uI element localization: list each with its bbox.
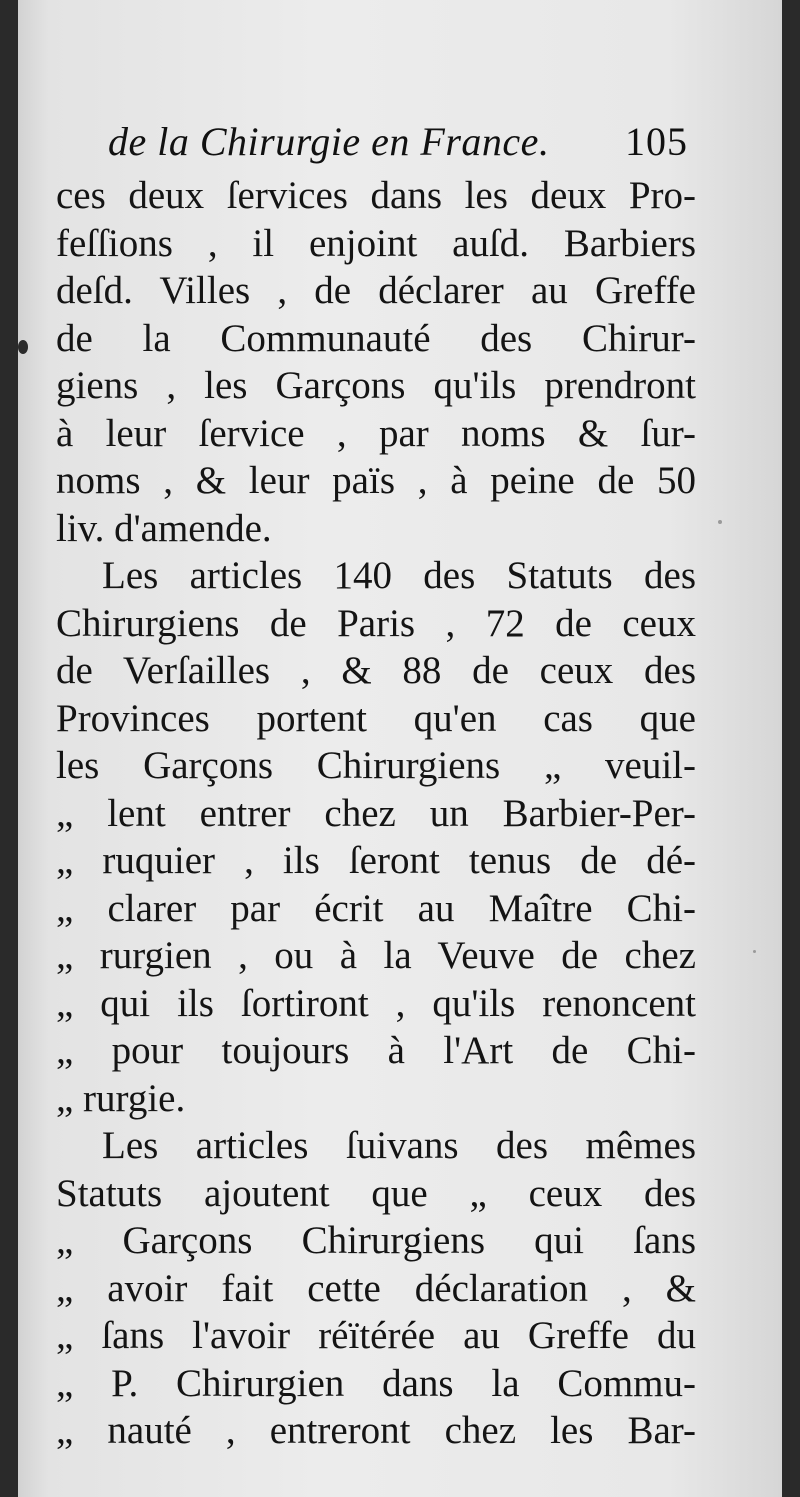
paper-speck xyxy=(753,950,756,953)
text-line: „ nauté , entreront chez les Bar- xyxy=(56,1409,696,1452)
text-line: „ pour toujours à l'Art de Chi- xyxy=(56,1029,696,1072)
text-line: noms , & leur païs , à peine de 50 xyxy=(56,459,696,502)
text-line: „ rurgie. xyxy=(56,1076,186,1120)
text-line: „ rurgien , ou à la Veuve de chez xyxy=(56,934,696,977)
running-header xyxy=(108,118,688,178)
paper-speck xyxy=(718,520,722,524)
running-title: de la Chirurgie en France. xyxy=(108,119,550,164)
text-line: ces deux ſervices dans les deux Pro- xyxy=(56,174,696,217)
text-line: „ qui ils ſortiront , qu'ils renoncent xyxy=(56,981,696,1025)
text-line: Les articles ſuivans des mêmes xyxy=(102,1124,696,1167)
text-line: „ clarer par écrit au Maître Chi- xyxy=(56,886,696,930)
text-line: „ ruquier , ils ſeront tenus de dé- xyxy=(56,839,696,882)
text-line: liv. d'amende. xyxy=(56,506,272,550)
page-number: 105 xyxy=(625,119,688,164)
text-line: „ Garçons Chirurgiens qui ſans xyxy=(56,1219,696,1262)
text-line: Provinces portent qu'en cas que xyxy=(56,696,696,740)
body-text xyxy=(56,172,696,1455)
text-line: Les articles 140 des Statuts des xyxy=(102,554,696,597)
text-line: „ lent entrer chez un Barbier-Per- xyxy=(56,791,696,835)
text-line: „ ſans l'avoir réïtérée au Greffe du xyxy=(56,1314,696,1357)
text-line: à leur ſervice , par noms & ſur- xyxy=(56,411,696,455)
text-line: giens , les Garçons qu'ils prendront xyxy=(56,364,696,407)
text-line: de la Communauté des Chirur- xyxy=(56,316,696,360)
text-line: les Garçons Chirurgiens „ veuil- xyxy=(56,744,696,787)
text-line: Statuts ajoutent que „ ceux des xyxy=(56,1171,696,1215)
ink-blot xyxy=(18,340,28,354)
text-line: de Verſailles , & 88 de ceux des xyxy=(56,649,696,692)
text-line: Chirurgiens de Paris , 72 de ceux xyxy=(56,601,696,645)
book-page xyxy=(18,0,782,1497)
text-line: deſd. Villes , de déclarer au Greffe xyxy=(56,269,696,312)
text-line: „ P. Chirurgien dans la Commu- xyxy=(56,1361,696,1405)
text-line: „ avoir fait cette déclaration , & xyxy=(56,1266,696,1310)
text-line: feſſions , il enjoint auſd. Barbiers xyxy=(56,221,696,265)
